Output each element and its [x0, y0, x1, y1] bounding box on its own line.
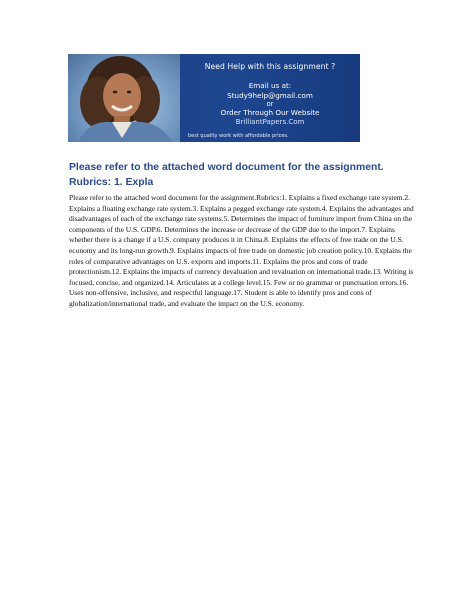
banner-order-text: Order Through Our Website — [220, 108, 320, 117]
document-body: Please refer to the attached word document for the assignment.Rubrics:1. Explains a fixed exchange rate system.2. Explains a floating exchange rate system.3. Explains a pegged exchange rate system.4. Explains the advantages and disadvantages of each of the exchange rate systems.5. Determines the impact of furniture import from China on the components of the U.S. GDP.6. Determines the increase or decrease of the GDP due to the import.7. Explains whether there is a change if a U.S. company produces it in China.8. Explains the effects of free trade on the U.S. economy and its long-run growth.9. Explains impacts of free trade on domestic job creation policy.10. Explains the roles of comparative advantages on U.S. exports and imports.11. Explains the pros and cons of trade protectionism.12. Explains the impacts of currency devaluation and revaluation on international trade.13. Writing is focused, concise, and organized.14. Articulates at a college level.15. Few or no grammar or punctuation errors.16. Uses non-offensive, inclusive, and respectful language.17. Student is able to identify pros and cons of globalization/international trade, and evaluate the impact on the U.S. economy. — [69, 193, 414, 308]
banner-website-link[interactable]: BrilliantPapers.Com — [235, 118, 305, 126]
banner-heading: Need Help with this assignment ? — [204, 62, 336, 71]
banner-or: or — [266, 100, 274, 108]
banner-email-label: Email us at: — [248, 81, 292, 90]
document-title: Please refer to the attached word document for the assignment. Rubrics: 1. Expla — [69, 162, 384, 188]
banner-text — [184, 60, 356, 139]
banner-email[interactable]: Study9help@gmail.com — [227, 91, 313, 100]
promo-banner[interactable] — [68, 54, 360, 142]
banner-tagline: best quality work with affordable prices. — [188, 133, 289, 139]
banner-photo — [68, 54, 180, 142]
